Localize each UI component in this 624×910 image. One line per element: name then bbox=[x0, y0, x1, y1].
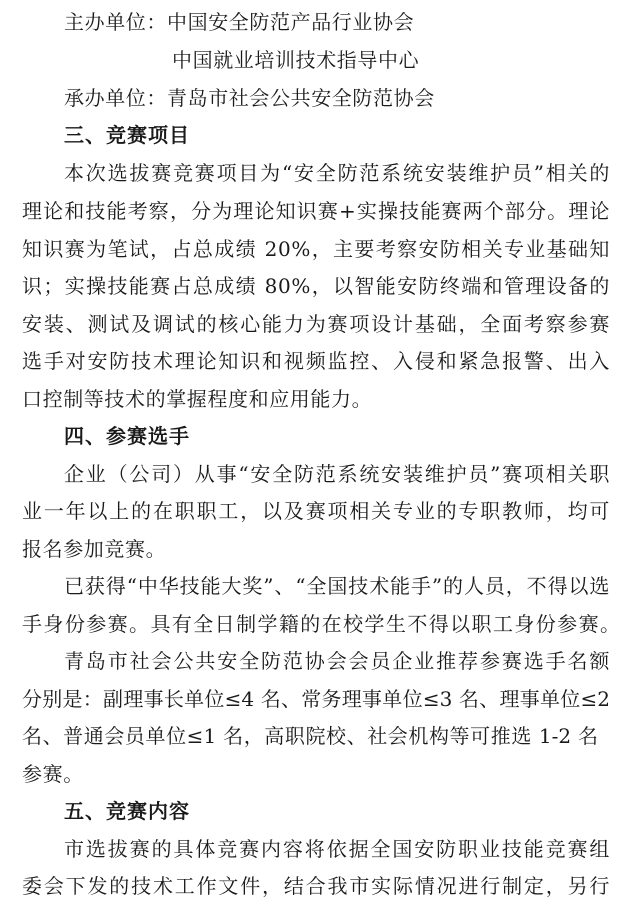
host-organization-1: 中国安全防范产品行业协会 bbox=[167, 10, 415, 34]
undertaker-label: 承办单位： bbox=[64, 86, 167, 110]
paragraph-line: 企业（公司）从事“安全防范系统安装维护员”赛项相关职 bbox=[64, 462, 610, 486]
paragraph-line: 名、普通会员单位≤1 名，高职院校、社会机构等可推选 1-2 名 bbox=[22, 724, 598, 748]
host-line-2 bbox=[172, 42, 592, 78]
paragraph-line: 市选拔赛的具体竞赛内容将依据全国安防职业技能竞赛组 bbox=[64, 837, 610, 861]
paragraph-line: 理论和技能考察，分为理论知识赛+实操技能赛两个部分。理论 bbox=[22, 199, 610, 223]
undertaker-organization: 青岛市社会公共安全防范协会 bbox=[167, 86, 435, 110]
paragraph-line: 选手对安防技术理论知识和视频监控、入侵和紧急报警、出入 bbox=[22, 349, 610, 373]
section-heading-contestants: 四、参赛选手 bbox=[64, 424, 190, 448]
paragraph-line: 分别是：副理事长单位≤4 名、常务理事单位≤3 名、理事单位≤2 bbox=[22, 687, 610, 711]
paragraph-line: 报名参加竞赛。 bbox=[22, 537, 167, 561]
paragraph-line: 口控制等技术的掌握程度和应用能力。 bbox=[22, 387, 373, 411]
paragraph-line: 青岛市社会公共安全防范协会会员企业推荐参赛选手名额 bbox=[64, 649, 610, 673]
paragraph-line: 安装、测试及调试的核心能力为赛项设计基础，全面考察参赛 bbox=[22, 312, 610, 336]
undertaker-line bbox=[64, 80, 584, 116]
paragraph-line: 本次选拔赛竞赛项目为“安全防范系统安装维护员”相关的 bbox=[64, 161, 610, 185]
paragraph-line: 知识赛为笔试，占总成绩 20%，主要考察安防相关专业基础知 bbox=[22, 237, 610, 261]
paragraph-line: 参赛。 bbox=[22, 762, 84, 786]
paragraph-line: 委会下发的技术工作文件，结合我市实际情况进行制定，另行 bbox=[22, 874, 610, 898]
paragraph-line: 识；实操技能赛占总成绩 80%，以智能安防终端和管理设备的 bbox=[22, 274, 610, 298]
host-line-1 bbox=[64, 4, 584, 40]
paragraph-line: 手身份参赛。具有全日制学籍的在校学生不得以职工身份参赛。 bbox=[22, 612, 620, 636]
section-heading-competition-content: 五、竞赛内容 bbox=[64, 799, 190, 823]
section-heading-competition-items: 三、竞赛项目 bbox=[64, 123, 190, 147]
host-label: 主办单位： bbox=[64, 10, 167, 34]
paragraph-line: 业一年以上的在职职工，以及赛项相关专业的专职教师，均可 bbox=[22, 499, 610, 523]
host-organization-2: 中国就业培训技术指导中心 bbox=[172, 48, 420, 72]
paragraph-line: 已获得“中华技能大奖”、“全国技术能手”的人员，不得以选 bbox=[64, 574, 610, 598]
